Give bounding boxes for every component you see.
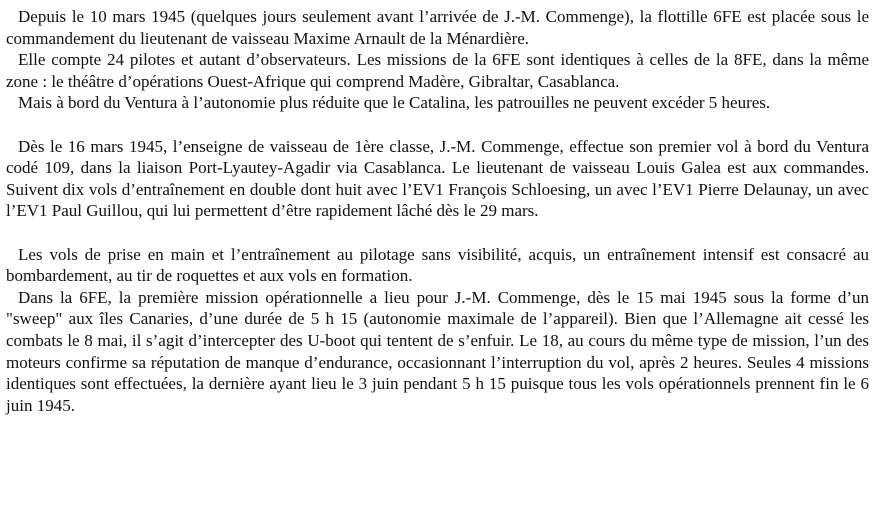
paragraph-flottille-command: Depuis le 10 mars 1945 (quelques jours seulement avant l’arrivée de J.-M. Commenge), la flottille 6FE est placée sous le commandement du lieutenant de vaisseau Maxime Arnault de la Ménardière.	[6, 7, 869, 48]
paragraph-pilots-missions: Elle compte 24 pilotes et autant d’observateurs. Les missions de la 6FE sont identiques à celles de la 8FE, dans la même zone : le théâtre d’opérations Ouest-Afrique qui comprend Madère, Gibraltar, Casablanca.	[6, 50, 869, 91]
paragraph-training: Les vols de prise en main et l’entraînement au pilotage sans visibilité, acquis, un entraînement intensif est consacré au bombardement, au tir de roquettes et aux vols en formation.	[6, 244, 869, 286]
paragraph-spacer	[6, 222, 869, 244]
paragraph-first-flight: Dès le 16 mars 1945, l’enseigne de vaisseau de 1ère classe, J.-M. Commenge, effectue son premier vol à bord du Ventura codé 109, dans la liaison Port-Lyautey-Agadir via Casablanca. Le lieutenant de vaisseau Louis Galea est aux commandes. Suivent dix vols d’entraînement en double dont huit avec l’EV1 François Schloesing, un avec l’EV1 Pierre Delaunay, un avec l’EV1 Paul Guillou, qui lui permettent d’être rapidement lâché dès le 29 mars.	[6, 136, 869, 221]
paragraph-first-mission: Dans la 6FE, la première mission opérationnelle a lieu pour J.-M. Commenge, dès le 15 mai 1945 sous la forme d’un "sweep" aux îles Canaries, d’une durée de 5 h 15 (autonomie maximale de l’appareil). Bien que l’Allemagne ait cessé les combats le 8 mai, il s’agit d’intercepter des U-boot qui tentent de s’enfuir. Le 18, au cours du même type de mission, l’un des moteurs confirme sa réputation de manque d’endurance, occasionnant l’interruption du vol, après 2 heures. Seules 4 missions identiques sont effectuées, la dernière ayant lieu le 3 juin pendant 5 h 15 puisque tous les vols opérationnels prennent fin le 6 juin 1945.	[6, 287, 869, 415]
paragraph-ventura-autonomy: Mais à bord du Ventura à l’autonomie plus réduite que le Catalina, les patrouilles ne peuvent excéder 5 heures.	[18, 93, 771, 113]
paragraph-spacer	[6, 114, 869, 136]
